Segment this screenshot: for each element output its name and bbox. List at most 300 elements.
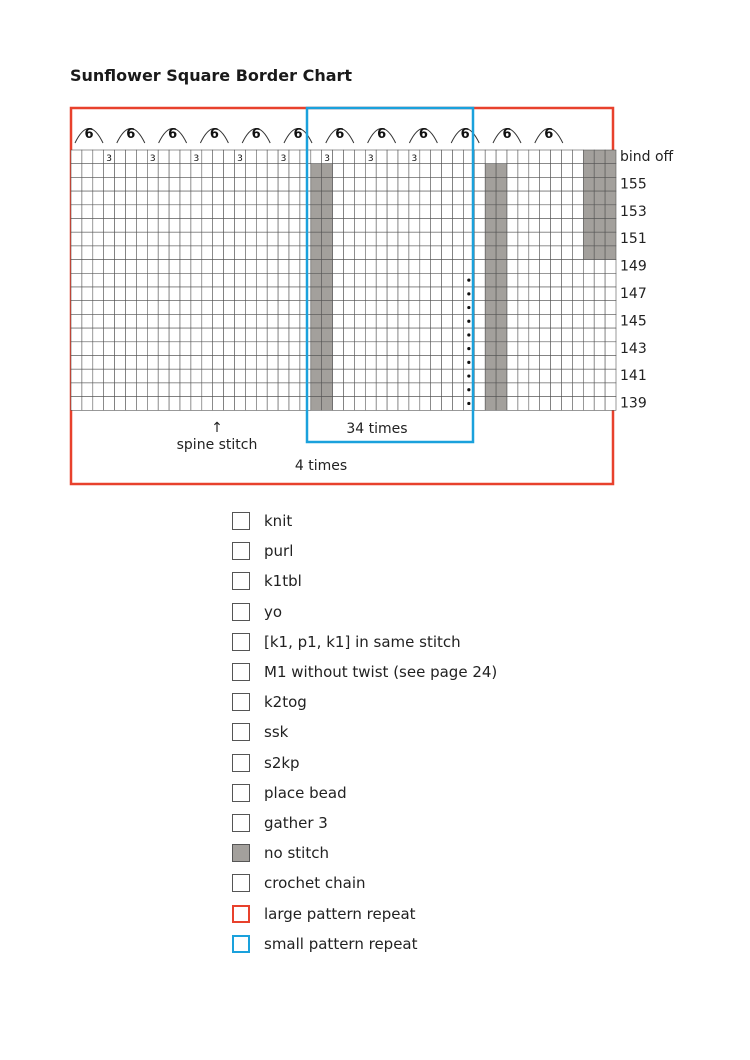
stitch-cell	[224, 273, 235, 287]
stitch-cell	[474, 369, 485, 383]
stitch-cell	[158, 328, 169, 342]
stitch-cell	[202, 232, 213, 246]
stitch-cell	[289, 369, 300, 383]
stitch-cell	[213, 273, 224, 287]
stitch-cell	[289, 177, 300, 191]
stitch-cell	[583, 177, 594, 191]
stitch-cell	[333, 246, 344, 260]
stitch-cell	[158, 369, 169, 383]
stitch-cell	[180, 287, 191, 301]
stitch-cell	[474, 177, 485, 191]
stitch-cell	[572, 260, 583, 274]
stitch-cell	[387, 219, 398, 233]
stitch-cell	[387, 356, 398, 370]
stitch-cell	[169, 328, 180, 342]
stitch-cell	[572, 177, 583, 191]
stitch-cell	[245, 164, 256, 178]
stitch-cell	[387, 342, 398, 356]
stitch-cell	[126, 301, 137, 315]
stitch-cell	[333, 232, 344, 246]
nostitch-icon	[232, 844, 250, 862]
stitch-cell	[496, 219, 507, 233]
stitch-cell	[93, 397, 104, 411]
stitch-cell	[398, 260, 409, 274]
stitch-cell	[191, 205, 202, 219]
stitch-cell	[474, 205, 485, 219]
stitch-cell	[344, 287, 355, 301]
stitch-cell	[126, 205, 137, 219]
stitch-cell	[365, 356, 376, 370]
legend-label: knit	[264, 512, 293, 531]
stitch-cell	[202, 177, 213, 191]
stitch-cell	[431, 397, 442, 411]
stitch-cell	[300, 273, 311, 287]
stitch-cell	[540, 328, 551, 342]
stitch-cell	[365, 219, 376, 233]
stitch-cell	[518, 191, 529, 205]
stitch-cell	[235, 287, 246, 301]
stitch-cell	[453, 246, 464, 260]
stitch-cell	[169, 397, 180, 411]
stitch-cell	[398, 177, 409, 191]
stitch-cell	[202, 328, 213, 342]
stitch-cell	[387, 191, 398, 205]
stitch-cell	[300, 191, 311, 205]
stitch-cell	[82, 260, 93, 274]
legend-item-yo	[232, 597, 497, 627]
stitch-cell	[104, 177, 115, 191]
stitch-cell	[311, 314, 322, 328]
stitch-cell	[180, 205, 191, 219]
stitch-cell	[71, 191, 82, 205]
stitch-cell	[572, 205, 583, 219]
stitch-cell	[267, 219, 278, 233]
k2tog-icon	[232, 693, 250, 711]
stitch-cell	[289, 287, 300, 301]
stitch-cell	[300, 164, 311, 178]
stitch-cell	[344, 356, 355, 370]
stitch-cell	[354, 314, 365, 328]
stitch-cell	[71, 150, 82, 164]
stitch-cell	[322, 397, 333, 411]
stitch-cell	[115, 287, 126, 301]
stitch-cell	[202, 301, 213, 315]
legend-label: large pattern repeat	[264, 904, 416, 923]
stitch-cell	[376, 205, 387, 219]
stitch-cell	[354, 260, 365, 274]
stitch-cell	[115, 328, 126, 342]
stitch-cell	[169, 150, 180, 164]
stitch-cell	[442, 246, 453, 260]
stitch-cell	[496, 314, 507, 328]
chain-count: 6	[335, 127, 345, 142]
row-label: 143	[620, 340, 647, 357]
stitch-cell	[115, 205, 126, 219]
stitch-cell	[267, 301, 278, 315]
stitch-cell	[605, 356, 616, 370]
stitch-cell	[158, 342, 169, 356]
stitch-cell	[311, 260, 322, 274]
stitch-cell	[540, 342, 551, 356]
stitch-cell	[398, 232, 409, 246]
stitch-cell	[387, 314, 398, 328]
stitch-cell	[126, 314, 137, 328]
stitch-cell	[529, 273, 540, 287]
stitch-cell	[594, 397, 605, 411]
stitch-cell	[147, 287, 158, 301]
stitch-cell	[409, 232, 420, 246]
stitch-cell	[507, 191, 518, 205]
stitch-cell	[311, 150, 322, 164]
stitch-cell	[354, 246, 365, 260]
stitch-cell	[387, 273, 398, 287]
stitch-cell	[496, 369, 507, 383]
stitch-cell	[485, 205, 496, 219]
stitch-cell	[213, 205, 224, 219]
stitch-cell	[333, 150, 344, 164]
stitch-cell	[518, 342, 529, 356]
stitch-cell	[191, 369, 202, 383]
stitch-cell	[191, 314, 202, 328]
stitch-cell	[256, 328, 267, 342]
stitch-cell	[572, 314, 583, 328]
stitch-cell	[344, 150, 355, 164]
stitch-cell	[409, 342, 420, 356]
stitch-cell	[333, 369, 344, 383]
stitch-cell	[289, 246, 300, 260]
legend-label: crochet chain	[264, 874, 366, 893]
stitch-cell	[365, 191, 376, 205]
stitch-cell	[387, 177, 398, 191]
stitch-cell	[594, 273, 605, 287]
stitch-cell	[583, 287, 594, 301]
stitch-cell	[398, 287, 409, 301]
stitch-cell	[213, 164, 224, 178]
stitch-cell	[322, 260, 333, 274]
stitch-cell	[420, 205, 431, 219]
stitch-cell	[267, 328, 278, 342]
stitch-cell	[256, 150, 267, 164]
stitch-cell	[289, 356, 300, 370]
stitch-cell	[551, 369, 562, 383]
legend	[232, 506, 497, 959]
stitch-cell	[572, 383, 583, 397]
stitch-cell	[213, 246, 224, 260]
stitch-cell	[311, 287, 322, 301]
stitch-cell	[93, 314, 104, 328]
stitch-cell	[213, 328, 224, 342]
stitch-cell	[136, 328, 147, 342]
stitch-cell	[256, 273, 267, 287]
chain-count: 6	[126, 127, 136, 142]
stitch-cell	[551, 219, 562, 233]
stitch-cell	[289, 219, 300, 233]
stitch-cell	[398, 383, 409, 397]
stitch-cell	[431, 177, 442, 191]
purl-mark	[467, 292, 470, 295]
stitch-cell	[126, 246, 137, 260]
stitch-cell	[300, 232, 311, 246]
stitch-cell	[529, 301, 540, 315]
stitch-cell	[562, 287, 573, 301]
stitch-cell	[278, 342, 289, 356]
stitch-cell	[431, 205, 442, 219]
stitch-cell	[93, 232, 104, 246]
stitch-cell	[93, 177, 104, 191]
stitch-cell	[322, 369, 333, 383]
stitch-cell	[169, 205, 180, 219]
stitch-cell	[71, 342, 82, 356]
stitch-cell	[169, 246, 180, 260]
stitch-cell	[551, 232, 562, 246]
stitch-cell	[311, 328, 322, 342]
stitch-cell	[300, 246, 311, 260]
stitch-cell	[267, 150, 278, 164]
stitch-cell	[583, 205, 594, 219]
stitch-cell	[267, 356, 278, 370]
legend-item-k1tbl	[232, 566, 497, 596]
stitch-cell	[387, 301, 398, 315]
stitch-cell	[409, 260, 420, 274]
stitch-cell	[126, 383, 137, 397]
stitch-cell	[213, 356, 224, 370]
stitch-cell	[431, 369, 442, 383]
stitch-cell	[562, 328, 573, 342]
stitch-cell	[409, 397, 420, 411]
bead-icon	[232, 784, 250, 802]
stitch-cell	[115, 342, 126, 356]
stitch-cell	[300, 260, 311, 274]
stitch-cell	[245, 260, 256, 274]
spine-arrow: ↑	[211, 420, 223, 436]
stitch-cell	[518, 301, 529, 315]
stitch-cell	[594, 383, 605, 397]
stitch-cell	[82, 191, 93, 205]
stitch-cell	[213, 287, 224, 301]
stitch-cell	[191, 397, 202, 411]
stitch-cell	[71, 246, 82, 260]
stitch-cell	[496, 260, 507, 274]
chain-count: 6	[502, 127, 512, 142]
stitch-cell	[496, 397, 507, 411]
stitch-cell	[496, 164, 507, 178]
stitch-cell	[474, 342, 485, 356]
stitch-cell	[605, 301, 616, 315]
gather-mark: 3	[411, 154, 418, 164]
stitch-cell	[365, 328, 376, 342]
stitch-cell	[136, 301, 147, 315]
stitch-cell	[322, 287, 333, 301]
stitch-cell	[93, 328, 104, 342]
stitch-cell	[311, 301, 322, 315]
stitch-cell	[485, 369, 496, 383]
stitch-cell	[605, 328, 616, 342]
stitch-cell	[354, 301, 365, 315]
stitch-cell	[344, 205, 355, 219]
stitch-cell	[529, 369, 540, 383]
stitch-cell	[180, 177, 191, 191]
stitch-cell	[322, 328, 333, 342]
stitch-cell	[387, 287, 398, 301]
stitch-cell	[442, 342, 453, 356]
stitch-cell	[398, 397, 409, 411]
stitch-cell	[594, 260, 605, 274]
stitch-cell	[594, 287, 605, 301]
stitch-cell	[551, 205, 562, 219]
stitch-cell	[256, 397, 267, 411]
stitch-cell	[333, 342, 344, 356]
stitch-cell	[82, 301, 93, 315]
stitch-cell	[93, 301, 104, 315]
stitch-cell	[158, 314, 169, 328]
stitch-cell	[169, 164, 180, 178]
stitch-cell	[136, 164, 147, 178]
stitch-cell	[485, 356, 496, 370]
stitch-cell	[180, 383, 191, 397]
stitch-cell	[213, 314, 224, 328]
gather-mark: 3	[149, 154, 156, 164]
stitch-cell	[496, 287, 507, 301]
stitch-cell	[572, 219, 583, 233]
stitch-cell	[409, 287, 420, 301]
stitch-cell	[180, 273, 191, 287]
stitch-cell	[551, 314, 562, 328]
stitch-cell	[245, 328, 256, 342]
stitch-cell	[387, 164, 398, 178]
stitch-cell	[224, 246, 235, 260]
stitch-cell	[333, 397, 344, 411]
stitch-cell	[562, 383, 573, 397]
stitch-cell	[169, 383, 180, 397]
stitch-cell	[496, 150, 507, 164]
stitch-cell	[453, 301, 464, 315]
stitch-cell	[376, 342, 387, 356]
stitch-cell	[518, 246, 529, 260]
stitch-cell	[442, 383, 453, 397]
stitch-cell	[235, 246, 246, 260]
stitch-cell	[202, 356, 213, 370]
stitch-cell	[180, 356, 191, 370]
stitch-cell	[115, 191, 126, 205]
stitch-cell	[213, 232, 224, 246]
stitch-cell	[387, 150, 398, 164]
stitch-cell	[115, 273, 126, 287]
stitch-cell	[551, 164, 562, 178]
stitch-cell	[82, 369, 93, 383]
stitch-cell	[71, 314, 82, 328]
stitch-cell	[540, 287, 551, 301]
stitch-cell	[420, 150, 431, 164]
stitch-cell	[420, 246, 431, 260]
stitch-cell	[605, 314, 616, 328]
stitch-cell	[583, 246, 594, 260]
stitch-cell	[540, 191, 551, 205]
stitch-cell	[245, 342, 256, 356]
stitch-cell	[431, 219, 442, 233]
stitch-cell	[398, 164, 409, 178]
stitch-cell	[398, 191, 409, 205]
stitch-cell	[376, 314, 387, 328]
stitch-cell	[147, 232, 158, 246]
stitch-cell	[278, 232, 289, 246]
stitch-cell	[376, 260, 387, 274]
stitch-cell	[333, 314, 344, 328]
stitch-cell	[562, 314, 573, 328]
stitch-cell	[267, 246, 278, 260]
stitch-cell	[322, 273, 333, 287]
row-label: 151	[620, 231, 647, 248]
stitch-cell	[115, 301, 126, 315]
stitch-cell	[376, 287, 387, 301]
stitch-cell	[224, 328, 235, 342]
stitch-cell	[485, 246, 496, 260]
stitch-cell	[333, 356, 344, 370]
stitch-cell	[409, 177, 420, 191]
stitch-cell	[551, 397, 562, 411]
stitch-cell	[431, 356, 442, 370]
stitch-cell	[147, 369, 158, 383]
stitch-cell	[278, 383, 289, 397]
stitch-cell	[224, 383, 235, 397]
stitch-cell	[540, 232, 551, 246]
legend-item-k1p1k1	[232, 627, 497, 657]
stitch-cell	[235, 164, 246, 178]
stitch-cell	[322, 246, 333, 260]
chain-count: 6	[293, 127, 303, 142]
stitch-cell	[333, 205, 344, 219]
stitch-cell	[594, 342, 605, 356]
stitch-cell	[136, 177, 147, 191]
stitch-cell	[485, 177, 496, 191]
stitch-cell	[365, 246, 376, 260]
gather-mark: 3	[324, 154, 331, 164]
stitch-cell	[158, 150, 169, 164]
stitch-cell	[409, 273, 420, 287]
stitch-cell	[594, 205, 605, 219]
stitch-cell	[191, 232, 202, 246]
stitch-cell	[71, 219, 82, 233]
stitch-cell	[300, 314, 311, 328]
stitch-cell	[572, 273, 583, 287]
stitch-cell	[431, 342, 442, 356]
legend-item-knit	[232, 506, 497, 536]
stitch-cell	[256, 205, 267, 219]
stitch-cell	[169, 260, 180, 274]
stitch-cell	[224, 260, 235, 274]
stitch-cell	[365, 205, 376, 219]
stitch-cell	[115, 260, 126, 274]
stitch-cell	[191, 260, 202, 274]
stitch-cell	[540, 397, 551, 411]
stitch-cell	[529, 397, 540, 411]
stitch-cell	[572, 342, 583, 356]
stitch-cell	[93, 164, 104, 178]
stitch-cell	[191, 177, 202, 191]
stitch-cell	[562, 246, 573, 260]
stitch-cell	[562, 232, 573, 246]
stitch-cell	[540, 301, 551, 315]
stitch-cell	[289, 191, 300, 205]
stitch-cell	[605, 205, 616, 219]
stitch-cell	[453, 260, 464, 274]
legend-label: yo	[264, 602, 283, 621]
stitch-cell	[583, 191, 594, 205]
stitch-cell	[583, 150, 594, 164]
stitch-cell	[518, 287, 529, 301]
stitch-cell	[583, 383, 594, 397]
stitch-cell	[572, 232, 583, 246]
stitch-cell	[180, 314, 191, 328]
